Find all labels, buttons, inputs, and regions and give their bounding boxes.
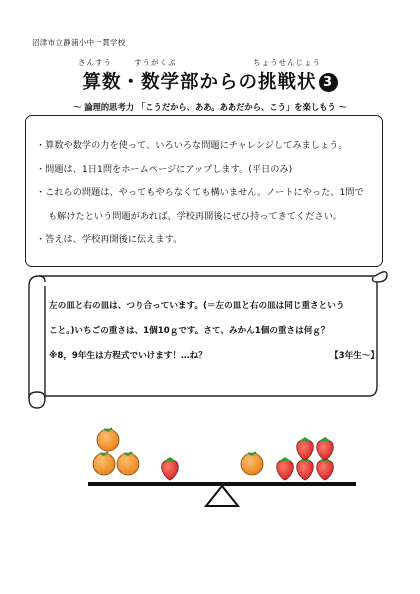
orange-icon <box>241 452 263 475</box>
rules-list <box>36 134 376 252</box>
rule-3: ・これらの問題は、やってもやらなくても構いません。ノートにやった、1問で <box>36 187 364 198</box>
strawberry-icon <box>297 457 314 480</box>
strawberry-icon <box>277 457 294 480</box>
left-plate-items <box>93 428 178 480</box>
strawberry-icon <box>297 437 314 460</box>
orange-icon <box>93 452 115 475</box>
problem-line-2: こと。)いちごの重さは、1個10ｇです。さて、みかん1個の重さは何ｇ？ <box>49 326 330 336</box>
right-plate-items <box>241 437 333 480</box>
page-title <box>30 68 390 94</box>
rule-3-continued: も解けたという問題があれば、学校再開後にぜひ持ってきてください。 <box>48 210 342 222</box>
orange-icon <box>97 428 119 451</box>
problem-text <box>49 294 379 369</box>
title-ruby-2: すうがくぶ <box>134 58 177 67</box>
title-number-badge: 3 <box>319 73 338 92</box>
title-ruby-1: さんすう <box>78 58 112 67</box>
title-ruby <box>30 57 370 67</box>
school-name: 沼津市立静浦小中一貫学校 <box>32 38 126 47</box>
rule-1: ・算数や数学の力を使って、いろいろな問題にチャレンジしてみましょう。 <box>36 140 348 151</box>
balance-illustration <box>30 420 390 520</box>
orange-icon <box>117 452 139 475</box>
problem-line-1: 左の皿と右の皿は、つり合っています。(＝左の皿と右の皿は同じ重さという <box>49 301 345 311</box>
strawberry-icon <box>162 457 179 480</box>
balance-scale <box>88 482 356 506</box>
grade-badge: 【3年生～】 <box>330 351 379 361</box>
rule-2: ・問題は、1日1問をホームページにアップします。(平日のみ) <box>36 163 293 175</box>
rule-4: ・答えは、学校再開後に伝えます。 <box>36 234 183 245</box>
title-ruby-3: ちょうせんじょう <box>253 58 321 67</box>
problem-hint: ※8，9年生は方程式でいけます！…ね？ <box>49 351 207 361</box>
balance-fulcrum <box>206 486 238 506</box>
page-title-text: 算数・数学部からの挑戦状 <box>82 72 317 93</box>
strawberry-icon <box>317 437 334 460</box>
subtitle: ～ 論理的思考力 「こうだから、ああ。ああだから、こう」を楽しもう ～ <box>73 102 347 112</box>
strawberry-icon <box>317 457 334 480</box>
